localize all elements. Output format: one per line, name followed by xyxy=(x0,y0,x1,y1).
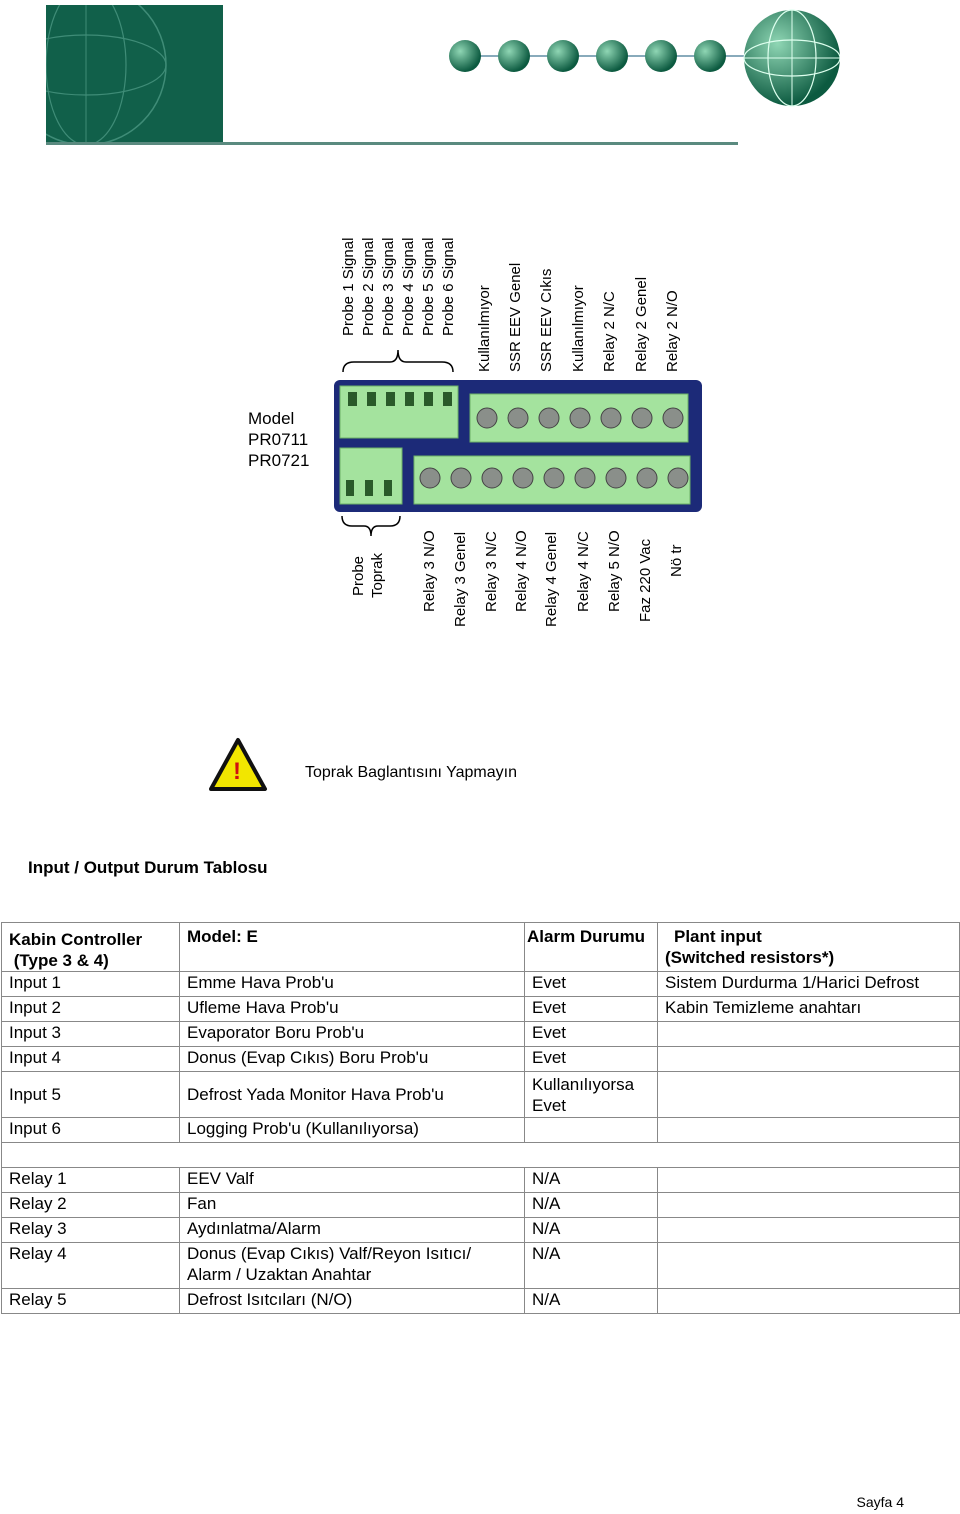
table-cell: Evaporator Boru Prob'u xyxy=(180,1022,525,1047)
pin-label: Relay 4 N/O xyxy=(513,530,530,612)
table-cell: N/A xyxy=(525,1243,658,1289)
table-row xyxy=(2,1193,960,1218)
table-title: Input / Output Durum Tablosu xyxy=(28,858,268,877)
model-label: Model xyxy=(248,409,295,428)
table-cell: Defrost Yada Monitor Hava Prob'u xyxy=(180,1072,525,1118)
model-code: PR0711 xyxy=(248,430,309,449)
pin-label: Probe 5 Signal xyxy=(420,237,437,336)
table-cell: Logging Prob'u (Kullanılıyorsa) xyxy=(180,1118,525,1143)
header-cell: Plant input (Switched resistors*) xyxy=(658,923,960,972)
table-cell: Evet xyxy=(525,972,658,997)
pin-label: Relay 2 N/O xyxy=(664,290,681,372)
table-header-row xyxy=(2,923,960,972)
pin-label: Relay 3 N/O xyxy=(421,530,438,612)
pin-label: Relay 3 Genel xyxy=(452,531,469,627)
table-cell xyxy=(658,1022,960,1047)
table-cell xyxy=(658,1193,960,1218)
brace-icon xyxy=(338,514,404,538)
pin-label: Toprak xyxy=(369,552,386,598)
pin-label: Relay 3 N/C xyxy=(483,531,500,612)
model-code: PR0721 xyxy=(248,451,310,470)
table-row xyxy=(2,1289,960,1314)
pin-label: Faz 220 Vac xyxy=(637,538,654,622)
pin-label: Probe 4 Signal xyxy=(400,237,417,336)
table-cell: N/A xyxy=(525,1193,658,1218)
table-row xyxy=(2,1168,960,1193)
pin-label: Probe 3 Signal xyxy=(380,237,397,336)
logo-dots-graphic xyxy=(440,4,840,112)
table-cell: Input 4 xyxy=(2,1047,180,1072)
table-cell: Sistem Durdurma 1/Harici Defrost xyxy=(658,972,960,997)
header-cell: Alarm Durumu xyxy=(525,923,658,972)
table-cell xyxy=(658,1118,960,1143)
table-cell: Input 1 xyxy=(2,972,180,997)
table-cell: EEV Valf xyxy=(180,1168,525,1193)
table-cell xyxy=(658,1168,960,1193)
pin-label: SSR EEV Genel xyxy=(507,262,524,372)
header-cell: Model: E xyxy=(180,923,525,972)
pin-label: Relay 4 Genel xyxy=(543,531,560,627)
table-cell: Defrost Isıtcıları (N/O) xyxy=(180,1289,525,1314)
brace-icon xyxy=(340,346,456,374)
pin-label: Relay 5 N/O xyxy=(606,530,623,612)
pin-label: Probe 2 Signal xyxy=(360,237,377,336)
table-cell xyxy=(658,1243,960,1289)
table-cell: Input 3 xyxy=(2,1022,180,1047)
table-cell xyxy=(658,1218,960,1243)
table-cell: Relay 5 xyxy=(2,1289,180,1314)
pin-label: Probe 6 Signal xyxy=(440,237,457,336)
table-row xyxy=(2,1118,960,1143)
pin-label: Relay 2 Genel xyxy=(633,276,650,372)
table-cell xyxy=(658,1047,960,1072)
table-cell xyxy=(525,1118,658,1143)
pin-label: Relay 2 N/C xyxy=(601,291,618,372)
table-cell: Relay 2 xyxy=(2,1193,180,1218)
pin-label: Nö tr xyxy=(668,544,685,577)
table-cell: N/A xyxy=(525,1218,658,1243)
table-cell: Input 6 xyxy=(2,1118,180,1143)
table-cell: Input 2 xyxy=(2,997,180,1022)
pin-label: Kullanılmıyor xyxy=(570,285,587,372)
table-row xyxy=(2,1218,960,1243)
io-status-table xyxy=(1,922,960,1314)
table-row xyxy=(2,997,960,1022)
table-row xyxy=(2,1022,960,1047)
pin-label: Kullanılmıyor xyxy=(476,285,493,372)
page-number: Sayfa 4 xyxy=(856,1494,904,1510)
table-cell: N/A xyxy=(525,1168,658,1193)
table-row xyxy=(2,1243,960,1289)
header-rule xyxy=(46,142,738,145)
logo-globe-banner xyxy=(46,5,223,143)
table-spacer-row xyxy=(2,1143,960,1168)
pin-label: Probe 1 Signal xyxy=(340,237,357,336)
table-cell: Donus (Evap Cıkıs) Boru Prob'u xyxy=(180,1047,525,1072)
table-cell: Evet xyxy=(525,997,658,1022)
table-cell: Relay 3 xyxy=(2,1218,180,1243)
table-cell: Evet xyxy=(525,1047,658,1072)
table-row xyxy=(2,1072,960,1118)
table-cell: Ufleme Hava Prob'u xyxy=(180,997,525,1022)
pin-label: SSR EEV Cıkıs xyxy=(538,268,555,372)
warning-symbol: ! xyxy=(233,758,241,785)
table-row xyxy=(2,972,960,997)
header-cell: Kabin Controller (Type 3 & 4) xyxy=(2,923,180,972)
table-cell: Kabin Temizleme anahtarı xyxy=(658,997,960,1022)
table-cell: Kullanılıyorsa Evet xyxy=(525,1072,658,1118)
table-cell: Aydınlatma/Alarm xyxy=(180,1218,525,1243)
table-cell: Relay 4 xyxy=(2,1243,180,1289)
table-cell: N/A xyxy=(525,1289,658,1314)
table-cell: Evet xyxy=(525,1022,658,1047)
table-cell: Donus (Evap Cıkıs) Valf/Reyon Isıtıcı/ Alarm / Uzaktan Anahtar xyxy=(180,1243,525,1289)
table-cell: Emme Hava Prob'u xyxy=(180,972,525,997)
table-cell xyxy=(658,1072,960,1118)
pin-label: Probe xyxy=(350,555,367,596)
table-cell: Fan xyxy=(180,1193,525,1218)
table-cell: Input 5 xyxy=(2,1072,180,1118)
pin-label: Relay 4 N/C xyxy=(575,531,592,612)
table-row xyxy=(2,1047,960,1072)
table-cell: Relay 1 xyxy=(2,1168,180,1193)
connector-block-graphic xyxy=(334,380,702,512)
table-cell xyxy=(658,1289,960,1314)
model-block xyxy=(248,408,309,471)
warning-text: Toprak Baglantısını Yapmayın xyxy=(305,764,517,781)
